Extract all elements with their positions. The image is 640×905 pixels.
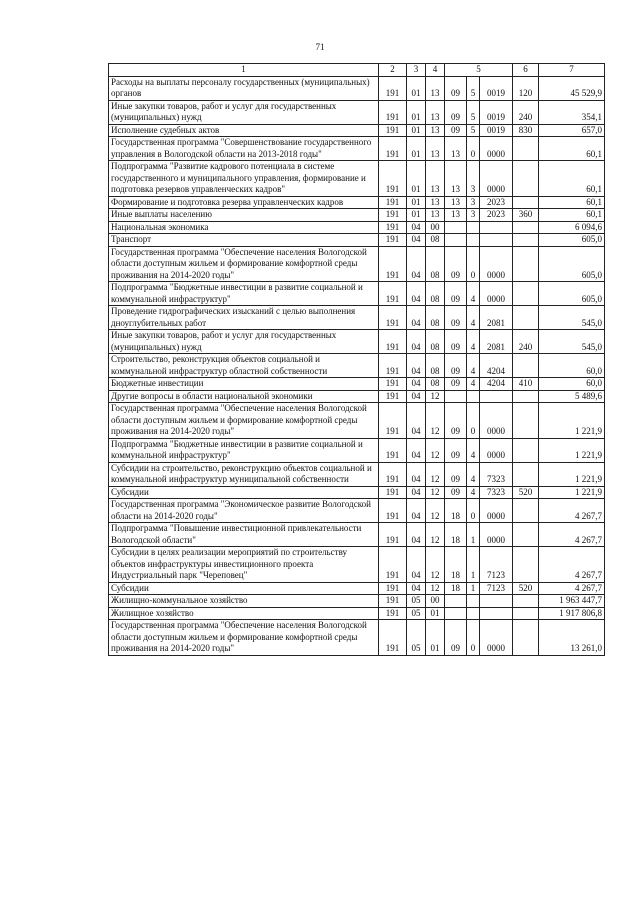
row-amount-cell: 1 221,9 — [539, 462, 605, 486]
row-amount-cell: 4 267,7 — [539, 499, 605, 523]
row-section-cell: 04 — [407, 438, 426, 462]
row-amount-cell: 605,0 — [539, 282, 605, 306]
row-subprogram-cell: 1 — [467, 582, 480, 595]
row-subsection-cell: 13 — [426, 209, 445, 222]
row-expense-type-cell — [513, 390, 539, 403]
row-grbs-cell: 191 — [379, 137, 407, 161]
page-number: 71 — [315, 42, 325, 52]
row-amount-cell: 4 267,7 — [539, 547, 605, 583]
row-name-cell: Государственная программа "Обеспечение населения Вологодской области доступным жильем и формирование комфортной среды проживания на 2014-2020 годы" — [109, 403, 379, 439]
row-grbs-cell: 191 — [379, 620, 407, 656]
row-name-cell: Исполнение судебных актов — [109, 124, 379, 137]
row-grbs-cell: 191 — [379, 330, 407, 354]
row-grbs-cell: 191 — [379, 196, 407, 209]
row-subprogram-cell: 5 — [467, 124, 480, 137]
row-subsection-cell: 12 — [426, 499, 445, 523]
row-amount-cell: 60,1 — [539, 196, 605, 209]
row-section-cell: 04 — [407, 390, 426, 403]
row-section-cell: 01 — [407, 100, 426, 124]
row-direction-cell: 0019 — [480, 124, 513, 137]
row-name-cell: Государственная программа "Обеспечение населения Вологодской области доступным жильем и формирование комфортной среды проживания на 2014-2020 годы" — [109, 620, 379, 656]
row-expense-type-cell — [513, 403, 539, 439]
row-amount-cell: 605,0 — [539, 246, 605, 282]
row-subsection-cell: 00 — [426, 221, 445, 234]
row-amount-cell: 5 489,6 — [539, 390, 605, 403]
row-expense-type-cell: 520 — [513, 486, 539, 499]
row-direction-cell: 0019 — [480, 76, 513, 100]
row-program-cell — [445, 607, 467, 620]
row-direction-cell — [480, 390, 513, 403]
row-amount-cell: 13 261,0 — [539, 620, 605, 656]
row-name-cell: Строительство, реконструкция объектов социальной и коммунальной инфраструктур областной собственности — [109, 354, 379, 378]
row-expense-type-cell — [513, 234, 539, 247]
row-subprogram-cell: 3 — [467, 209, 480, 222]
table-row — [109, 100, 605, 124]
row-direction-cell: 0019 — [480, 100, 513, 124]
table-row — [109, 523, 605, 547]
row-subsection-cell: 01 — [426, 620, 445, 656]
row-expense-type-cell: 120 — [513, 76, 539, 100]
table-row — [109, 221, 605, 234]
row-subprogram-cell: 4 — [467, 378, 480, 391]
row-direction-cell: 0000 — [480, 137, 513, 161]
row-program-cell: 09 — [445, 124, 467, 137]
row-subprogram-cell — [467, 390, 480, 403]
table-row — [109, 390, 605, 403]
table-row — [109, 607, 605, 620]
row-program-cell: 09 — [445, 486, 467, 499]
row-subprogram-cell: 3 — [467, 196, 480, 209]
row-program-cell: 13 — [445, 196, 467, 209]
row-subprogram-cell: 4 — [467, 438, 480, 462]
header-row — [109, 64, 605, 77]
row-name-cell: Жилищное хозяйство — [109, 607, 379, 620]
row-program-cell: 13 — [445, 209, 467, 222]
row-direction-cell: 0000 — [480, 246, 513, 282]
row-program-cell — [445, 390, 467, 403]
row-subsection-cell: 08 — [426, 246, 445, 282]
row-subsection-cell: 12 — [426, 547, 445, 583]
row-subsection-cell: 12 — [426, 582, 445, 595]
row-section-cell: 01 — [407, 196, 426, 209]
row-grbs-cell: 191 — [379, 403, 407, 439]
table-body — [109, 76, 605, 655]
row-subprogram-cell — [467, 221, 480, 234]
row-expense-type-cell — [513, 246, 539, 282]
row-name-cell: Субсидии — [109, 582, 379, 595]
row-expense-type-cell: 360 — [513, 209, 539, 222]
row-direction-cell: 7323 — [480, 486, 513, 499]
row-program-cell: 09 — [445, 620, 467, 656]
row-amount-cell: 6 094,6 — [539, 221, 605, 234]
row-direction-cell: 0000 — [480, 161, 513, 197]
row-section-cell: 04 — [407, 486, 426, 499]
header-col-5: 5 — [445, 64, 513, 77]
row-subsection-cell: 12 — [426, 462, 445, 486]
row-direction-cell: 0000 — [480, 499, 513, 523]
row-direction-cell: 0000 — [480, 403, 513, 439]
row-section-cell: 04 — [407, 378, 426, 391]
row-subprogram-cell — [467, 234, 480, 247]
row-direction-cell: 0000 — [480, 620, 513, 656]
row-direction-cell: 4204 — [480, 354, 513, 378]
row-direction-cell: 4204 — [480, 378, 513, 391]
row-subprogram-cell: 0 — [467, 403, 480, 439]
row-direction-cell: 0000 — [480, 523, 513, 547]
table-row — [109, 209, 605, 222]
row-program-cell — [445, 234, 467, 247]
table-row — [109, 438, 605, 462]
row-direction-cell — [480, 607, 513, 620]
row-section-cell: 05 — [407, 595, 426, 608]
row-section-cell: 05 — [407, 607, 426, 620]
row-name-cell: Государственная программа "Обеспечение населения Вологодской области доступным жильем и формирование комфортной среды проживания на 2014-2020 годы" — [109, 246, 379, 282]
row-section-cell: 01 — [407, 209, 426, 222]
row-subprogram-cell: 4 — [467, 330, 480, 354]
row-name-cell: Государственная программа "Совершенствование государственного управления в Вологодской области на 2013-2018 годы" — [109, 137, 379, 161]
row-expense-type-cell: 240 — [513, 330, 539, 354]
row-section-cell: 04 — [407, 523, 426, 547]
row-expense-type-cell — [513, 221, 539, 234]
row-expense-type-cell — [513, 354, 539, 378]
row-expense-type-cell — [513, 462, 539, 486]
row-grbs-cell: 191 — [379, 438, 407, 462]
header-col-4: 4 — [426, 64, 445, 77]
row-section-cell: 04 — [407, 547, 426, 583]
row-grbs-cell: 191 — [379, 234, 407, 247]
row-name-cell: Проведение гидрографических изысканий с целью выполнения дноуглубительных работ — [109, 306, 379, 330]
row-name-cell: Иные выплаты населению — [109, 209, 379, 222]
header-col-2: 2 — [379, 64, 407, 77]
row-subprogram-cell: 4 — [467, 282, 480, 306]
row-direction-cell: 7123 — [480, 582, 513, 595]
row-grbs-cell: 191 — [379, 462, 407, 486]
row-direction-cell: 2023 — [480, 209, 513, 222]
row-expense-type-cell: 520 — [513, 582, 539, 595]
row-amount-cell: 1 917 806,8 — [539, 607, 605, 620]
row-name-cell: Расходы на выплаты персоналу государственных (муниципальных) органов — [109, 76, 379, 100]
row-program-cell: 09 — [445, 100, 467, 124]
row-direction-cell: 7323 — [480, 462, 513, 486]
row-program-cell — [445, 595, 467, 608]
row-program-cell: 18 — [445, 547, 467, 583]
row-section-cell: 04 — [407, 221, 426, 234]
row-subsection-cell: 08 — [426, 378, 445, 391]
row-subprogram-cell — [467, 595, 480, 608]
row-section-cell: 04 — [407, 330, 426, 354]
row-amount-cell: 1 221,9 — [539, 486, 605, 499]
row-grbs-cell: 191 — [379, 378, 407, 391]
row-subprogram-cell: 5 — [467, 76, 480, 100]
header-col-1: 1 — [109, 64, 379, 77]
row-expense-type-cell: 240 — [513, 100, 539, 124]
table-row — [109, 282, 605, 306]
row-subsection-cell: 01 — [426, 607, 445, 620]
table-row — [109, 378, 605, 391]
row-subprogram-cell: 0 — [467, 246, 480, 282]
row-amount-cell: 1 221,9 — [539, 438, 605, 462]
row-expense-type-cell — [513, 523, 539, 547]
row-name-cell: Другие вопросы в области национальной экономики — [109, 390, 379, 403]
row-amount-cell: 60,0 — [539, 378, 605, 391]
row-amount-cell: 4 267,7 — [539, 582, 605, 595]
row-subprogram-cell: 5 — [467, 100, 480, 124]
row-subsection-cell: 12 — [426, 486, 445, 499]
row-program-cell: 18 — [445, 582, 467, 595]
row-program-cell: 09 — [445, 246, 467, 282]
row-subprogram-cell: 0 — [467, 137, 480, 161]
row-section-cell: 04 — [407, 582, 426, 595]
row-name-cell: Транспорт — [109, 234, 379, 247]
row-subprogram-cell — [467, 607, 480, 620]
row-section-cell: 05 — [407, 620, 426, 656]
row-grbs-cell: 191 — [379, 161, 407, 197]
table-row — [109, 595, 605, 608]
row-section-cell: 01 — [407, 76, 426, 100]
row-expense-type-cell — [513, 547, 539, 583]
row-section-cell: 04 — [407, 462, 426, 486]
row-program-cell: 09 — [445, 462, 467, 486]
row-subprogram-cell: 0 — [467, 499, 480, 523]
row-grbs-cell: 191 — [379, 582, 407, 595]
row-section-cell: 04 — [407, 403, 426, 439]
row-direction-cell: 2023 — [480, 196, 513, 209]
row-section-cell: 04 — [407, 234, 426, 247]
row-grbs-cell: 191 — [379, 499, 407, 523]
row-name-cell: Национальная экономика — [109, 221, 379, 234]
row-amount-cell: 1 221,9 — [539, 403, 605, 439]
row-subsection-cell: 13 — [426, 137, 445, 161]
table-row — [109, 582, 605, 595]
table-row — [109, 547, 605, 583]
row-expense-type-cell — [513, 499, 539, 523]
row-grbs-cell: 191 — [379, 354, 407, 378]
row-program-cell: 09 — [445, 330, 467, 354]
row-grbs-cell: 191 — [379, 246, 407, 282]
row-subsection-cell: 13 — [426, 196, 445, 209]
row-expense-type-cell: 410 — [513, 378, 539, 391]
row-grbs-cell: 191 — [379, 282, 407, 306]
row-amount-cell: 60,1 — [539, 209, 605, 222]
table-row — [109, 354, 605, 378]
row-name-cell: Подпрограмма "Бюджетные инвестиции в развитие социальной и коммунальной инфраструктур" — [109, 438, 379, 462]
row-expense-type-cell: 830 — [513, 124, 539, 137]
row-amount-cell: 4 267,7 — [539, 523, 605, 547]
row-subprogram-cell: 4 — [467, 486, 480, 499]
row-program-cell: 13 — [445, 161, 467, 197]
row-grbs-cell: 191 — [379, 209, 407, 222]
row-program-cell: 09 — [445, 378, 467, 391]
row-name-cell: Субсидии в целях реализации мероприятий по строительству объектов инфраструктуры инвестиционного проекта Индустриальный парк "Череповец" — [109, 547, 379, 583]
row-direction-cell: 2081 — [480, 306, 513, 330]
row-amount-cell: 545,0 — [539, 330, 605, 354]
row-program-cell: 18 — [445, 499, 467, 523]
row-subsection-cell: 08 — [426, 330, 445, 354]
row-program-cell: 09 — [445, 76, 467, 100]
row-direction-cell — [480, 595, 513, 608]
row-amount-cell: 657,0 — [539, 124, 605, 137]
table-row — [109, 246, 605, 282]
row-direction-cell — [480, 234, 513, 247]
row-grbs-cell: 191 — [379, 100, 407, 124]
row-grbs-cell: 191 — [379, 595, 407, 608]
row-name-cell: Иные закупки товаров, работ и услуг для государственных (муниципальных) нужд — [109, 330, 379, 354]
row-expense-type-cell — [513, 607, 539, 620]
row-subsection-cell: 12 — [426, 403, 445, 439]
table-row — [109, 620, 605, 656]
row-program-cell — [445, 221, 467, 234]
row-subsection-cell: 13 — [426, 161, 445, 197]
header-col-3: 3 — [407, 64, 426, 77]
row-amount-cell: 60,0 — [539, 354, 605, 378]
row-grbs-cell: 191 — [379, 607, 407, 620]
row-section-cell: 01 — [407, 137, 426, 161]
row-grbs-cell: 191 — [379, 221, 407, 234]
row-section-cell: 01 — [407, 124, 426, 137]
table-row — [109, 196, 605, 209]
row-amount-cell: 605,0 — [539, 234, 605, 247]
row-amount-cell: 354,1 — [539, 100, 605, 124]
row-direction-cell: 0000 — [480, 282, 513, 306]
row-subsection-cell: 12 — [426, 523, 445, 547]
row-name-cell: Иные закупки товаров, работ и услуг для государственных (муниципальных) нужд — [109, 100, 379, 124]
row-direction-cell: 0000 — [480, 438, 513, 462]
row-direction-cell: 2081 — [480, 330, 513, 354]
row-section-cell: 04 — [407, 306, 426, 330]
row-program-cell: 09 — [445, 306, 467, 330]
table-row — [109, 76, 605, 100]
table-row — [109, 234, 605, 247]
row-section-cell: 04 — [407, 499, 426, 523]
row-subprogram-cell: 1 — [467, 547, 480, 583]
row-name-cell: Подпрограмма "Повышение инвестиционной привлекательности Вологодской области" — [109, 523, 379, 547]
row-program-cell: 09 — [445, 282, 467, 306]
row-amount-cell: 60,1 — [539, 137, 605, 161]
row-subsection-cell: 13 — [426, 100, 445, 124]
row-section-cell: 01 — [407, 161, 426, 197]
row-amount-cell: 545,0 — [539, 306, 605, 330]
table-row — [109, 403, 605, 439]
row-section-cell: 04 — [407, 354, 426, 378]
row-name-cell: Субсидии — [109, 486, 379, 499]
table-row — [109, 462, 605, 486]
row-subsection-cell: 12 — [426, 438, 445, 462]
row-subsection-cell: 12 — [426, 390, 445, 403]
table-row — [109, 306, 605, 330]
row-expense-type-cell — [513, 282, 539, 306]
budget-table — [108, 63, 605, 656]
row-amount-cell: 60,1 — [539, 161, 605, 197]
row-grbs-cell: 191 — [379, 523, 407, 547]
row-subprogram-cell: 4 — [467, 462, 480, 486]
row-subprogram-cell: 4 — [467, 354, 480, 378]
row-expense-type-cell — [513, 161, 539, 197]
row-expense-type-cell — [513, 137, 539, 161]
row-subprogram-cell: 3 — [467, 161, 480, 197]
row-name-cell: Жилищно-коммунальное хозяйство — [109, 595, 379, 608]
row-grbs-cell: 191 — [379, 486, 407, 499]
row-name-cell: Бюджетные инвестиции — [109, 378, 379, 391]
table-row — [109, 124, 605, 137]
row-subsection-cell: 08 — [426, 306, 445, 330]
row-subsection-cell: 13 — [426, 76, 445, 100]
table-row — [109, 137, 605, 161]
row-program-cell: 18 — [445, 523, 467, 547]
header-col-6: 6 — [513, 64, 539, 77]
row-program-cell: 13 — [445, 137, 467, 161]
row-subsection-cell: 08 — [426, 282, 445, 306]
header-col-7: 7 — [539, 64, 605, 77]
row-name-cell: Подпрограмма "Бюджетные инвестиции в развитие социальной и коммунальной инфраструктур" — [109, 282, 379, 306]
table-row — [109, 499, 605, 523]
row-subsection-cell: 13 — [426, 124, 445, 137]
table-row — [109, 330, 605, 354]
row-grbs-cell: 191 — [379, 390, 407, 403]
row-name-cell: Субсидии на строительство, реконструкцию объектов социальной и коммунальной инфраструктур муниципальной собственности — [109, 462, 379, 486]
row-amount-cell: 45 529,9 — [539, 76, 605, 100]
row-name-cell: Подпрограмма "Развитие кадрового потенциала в системе государственного и муниципального управления, формирование и подготовка резервов управленческих кадров" — [109, 161, 379, 197]
row-subprogram-cell: 4 — [467, 306, 480, 330]
row-subsection-cell: 08 — [426, 234, 445, 247]
row-section-cell: 04 — [407, 246, 426, 282]
row-subprogram-cell: 0 — [467, 620, 480, 656]
row-expense-type-cell — [513, 595, 539, 608]
row-program-cell: 09 — [445, 438, 467, 462]
row-section-cell: 04 — [407, 282, 426, 306]
row-subsection-cell: 08 — [426, 354, 445, 378]
row-grbs-cell: 191 — [379, 124, 407, 137]
row-name-cell: Государственная программа "Экономическое развитие Вологодской области на 2014-2020 годы" — [109, 499, 379, 523]
row-expense-type-cell — [513, 196, 539, 209]
row-grbs-cell: 191 — [379, 76, 407, 100]
row-name-cell: Формирование и подготовка резерва управленческих кадров — [109, 196, 379, 209]
row-amount-cell: 1 963 447,7 — [539, 595, 605, 608]
row-grbs-cell: 191 — [379, 306, 407, 330]
row-program-cell: 09 — [445, 403, 467, 439]
row-direction-cell: 7123 — [480, 547, 513, 583]
row-subprogram-cell: 1 — [467, 523, 480, 547]
row-program-cell: 09 — [445, 354, 467, 378]
row-direction-cell — [480, 221, 513, 234]
row-grbs-cell: 191 — [379, 547, 407, 583]
row-subsection-cell: 00 — [426, 595, 445, 608]
row-expense-type-cell — [513, 620, 539, 656]
row-expense-type-cell — [513, 438, 539, 462]
table-row — [109, 486, 605, 499]
row-expense-type-cell — [513, 306, 539, 330]
table-row — [109, 161, 605, 197]
